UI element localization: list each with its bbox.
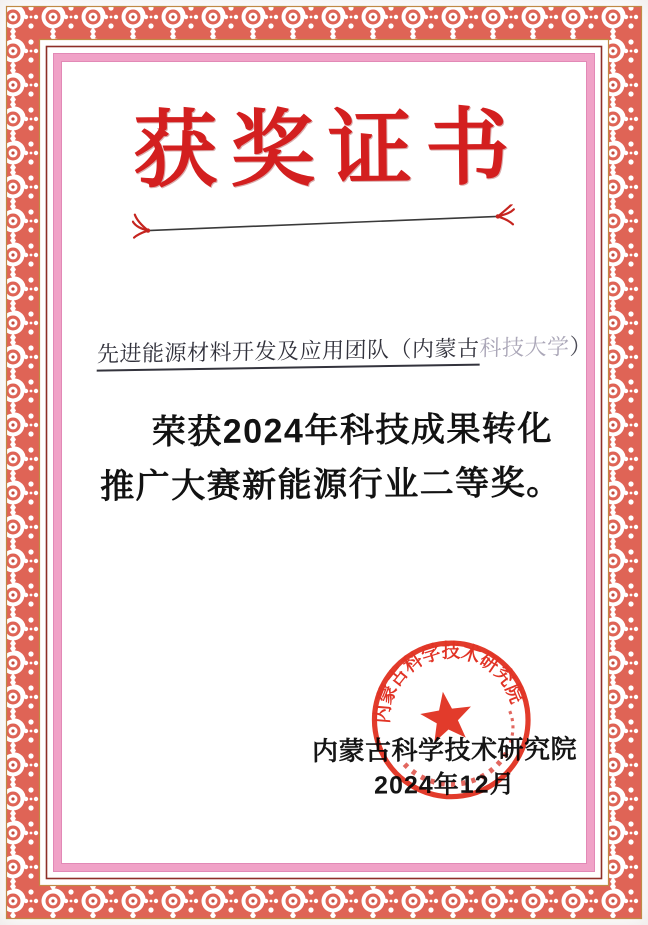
recipient-name-faded: 科技大学 <box>479 334 570 361</box>
citation-line-1: 荣获2024年科技成果转化 <box>151 410 554 452</box>
official-seal <box>368 636 535 803</box>
divider-finial-left-icon <box>133 215 148 238</box>
issue-date: 2024年12月 <box>373 770 516 800</box>
citation-line-2: 推广大赛新能源行业二等奖。 <box>100 463 562 506</box>
recipient-line <box>96 330 593 368</box>
divider-knot-left <box>146 228 150 232</box>
seal-side-marks <box>505 711 516 745</box>
certificate-title: 获奖证书 <box>132 97 524 200</box>
recipient-paren-close: ） <box>569 333 593 360</box>
issuer-organization: 内蒙古科学技术研究院 <box>311 733 578 767</box>
divider-finial-right-icon <box>498 204 514 224</box>
seal-arc-text: 内蒙古科学技术研究院 <box>370 639 530 725</box>
divider-knot-right <box>496 214 500 218</box>
award-citation <box>99 402 574 514</box>
star-icon <box>418 688 476 744</box>
title-divider <box>132 204 516 245</box>
divider-line <box>148 216 498 230</box>
recipient-name: 先进能源材料开发及应用团队（内蒙古 <box>97 336 480 372</box>
